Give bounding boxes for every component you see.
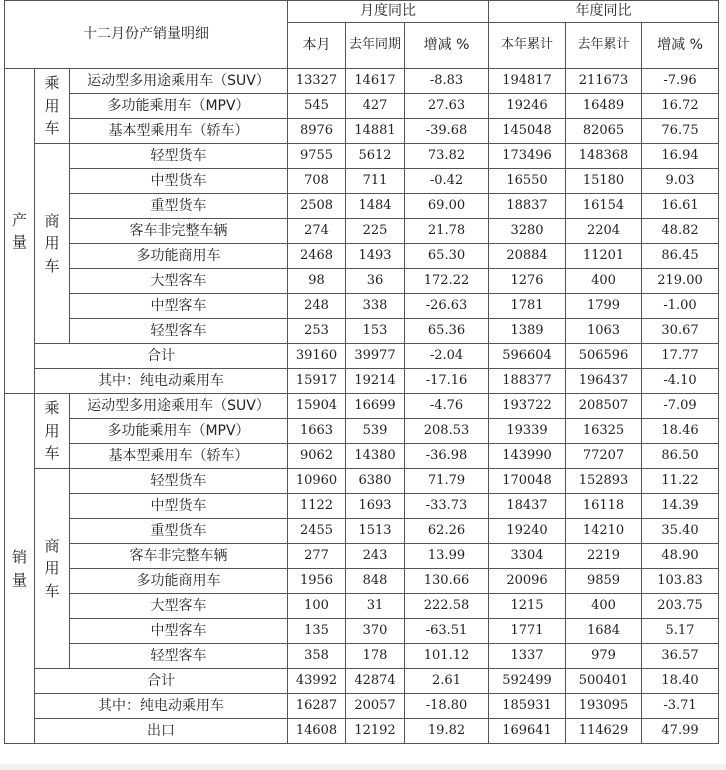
this-month-cell: 98 [288, 269, 346, 294]
yearly-change-cell: 35.40 [642, 519, 719, 544]
row-label: 出口 [35, 719, 288, 744]
last-year-total-cell: 196437 [566, 369, 642, 394]
row-label: 其中：纯电动乘用车 [35, 369, 288, 394]
yearly-change-cell: 18.40 [642, 669, 719, 694]
this-year-total-cell: 3304 [489, 544, 566, 569]
table-row [5, 319, 719, 344]
monthly-change-cell: -33.73 [405, 494, 489, 519]
this-year-total-cell: 1771 [489, 619, 566, 644]
this-year-total-cell: 1215 [489, 594, 566, 619]
last-year-total-cell: 148368 [566, 144, 642, 169]
this-year-total-cell: 188377 [489, 369, 566, 394]
last-year-same-period-cell: 243 [346, 544, 405, 569]
yearly-change-cell: 47.99 [642, 719, 719, 744]
table-row [5, 519, 719, 544]
last-year-total-cell: 114629 [566, 719, 642, 744]
monthly-change-cell: 222.58 [405, 594, 489, 619]
table-title-cell: 十二月份产销量明细 [5, 1, 288, 69]
monthly-change-cell: 62.26 [405, 519, 489, 544]
this-month-cell: 39160 [288, 344, 346, 369]
last-year-same-period-cell: 370 [346, 619, 405, 644]
monthly-change-cell: 19.82 [405, 719, 489, 744]
last-year-same-period-cell: 338 [346, 294, 405, 319]
monthly-change-cell: 13.99 [405, 544, 489, 569]
this-year-total-cell: 592499 [489, 669, 566, 694]
row-label: 大型客车 [70, 269, 288, 294]
this-year-total-cell: 194817 [489, 69, 566, 94]
last-year-total-cell: 2204 [566, 219, 642, 244]
row-label: 合计 [35, 344, 288, 369]
last-year-same-period-cell: 1484 [346, 194, 405, 219]
last-year-same-period-cell: 711 [346, 169, 405, 194]
row-label: 轻型货车 [70, 144, 288, 169]
this-year-total-cell: 3280 [489, 219, 566, 244]
this-year-total-cell: 145048 [489, 119, 566, 144]
this-year-total-cell: 170048 [489, 469, 566, 494]
last-year-total-cell: 152893 [566, 469, 642, 494]
last-year-same-period-cell: 12192 [346, 719, 405, 744]
yearly-change-cell: 11.22 [642, 469, 719, 494]
table-row [5, 119, 719, 144]
table-row [5, 344, 719, 369]
table-row [5, 694, 719, 719]
yearly-change-cell: -7.09 [642, 394, 719, 419]
production-sales-table [4, 0, 719, 744]
this-year-total-cell: 1781 [489, 294, 566, 319]
this-month-cell: 358 [288, 644, 346, 669]
last-year-same-period-cell: 1513 [346, 519, 405, 544]
this-month-cell: 2455 [288, 519, 346, 544]
row-label: 轻型客车 [70, 319, 288, 344]
last-year-total-cell: 16118 [566, 494, 642, 519]
table-row [5, 669, 719, 694]
monthly-change-cell: -39.68 [405, 119, 489, 144]
last-year-total-cell: 400 [566, 269, 642, 294]
last-year-total-cell: 77207 [566, 444, 642, 469]
monthly-change-cell: 27.63 [405, 94, 489, 119]
monthly-change-cell: 208.53 [405, 419, 489, 444]
last-year-same-period-cell: 39977 [346, 344, 405, 369]
this-month-cell: 1122 [288, 494, 346, 519]
monthly-change-cell: 65.36 [405, 319, 489, 344]
row-label: 客车非完整车辆 [70, 544, 288, 569]
this-year-total-cell: 193722 [489, 394, 566, 419]
this-year-total-cell: 19339 [489, 419, 566, 444]
yearly-change-cell: -7.96 [642, 69, 719, 94]
last-year-total-cell: 1799 [566, 294, 642, 319]
yearly-change-cell: 86.45 [642, 244, 719, 269]
last-year-same-period-cell: 31 [346, 594, 405, 619]
this-year-total-cell: 18437 [489, 494, 566, 519]
last-year-same-period-cell: 42874 [346, 669, 405, 694]
row-label: 运动型多用途乘用车（SUV） [70, 394, 288, 419]
this-year-total-cell: 185931 [489, 694, 566, 719]
last-year-same-period-cell: 848 [346, 569, 405, 594]
production-section-label: 产 量 [5, 69, 35, 394]
table-row [5, 219, 719, 244]
table-row [5, 619, 719, 644]
this-month-cell: 43992 [288, 669, 346, 694]
monthly-change-cell: -2.04 [405, 344, 489, 369]
last-year-total-cell: 400 [566, 594, 642, 619]
table-row [5, 69, 719, 94]
this-month-cell: 100 [288, 594, 346, 619]
row-label: 轻型客车 [70, 644, 288, 669]
last-year-total-cell: 16489 [566, 94, 642, 119]
yearly-change-header: 增减 % [642, 23, 719, 69]
monthly-change-cell: -18.80 [405, 694, 489, 719]
yearly-change-cell: 9.03 [642, 169, 719, 194]
table-row [5, 269, 719, 294]
monthly-change-cell: -0.42 [405, 169, 489, 194]
row-label: 中型货车 [70, 169, 288, 194]
table-row [5, 419, 719, 444]
this-year-total-cell: 18837 [489, 194, 566, 219]
this-year-total-cell: 596604 [489, 344, 566, 369]
table-row [5, 644, 719, 669]
this-year-total-cell: 16550 [489, 169, 566, 194]
row-label: 运动型多用途乘用车（SUV） [70, 69, 288, 94]
this-month-cell: 248 [288, 294, 346, 319]
monthly-change-cell: -26.63 [405, 294, 489, 319]
row-label: 多功能乘用车（MPV） [70, 94, 288, 119]
this-year-total-cell: 1276 [489, 269, 566, 294]
this-month-cell: 16287 [288, 694, 346, 719]
row-label: 重型货车 [70, 194, 288, 219]
table-body [5, 1, 719, 744]
this-year-total-cell: 19246 [489, 94, 566, 119]
row-label: 合计 [35, 669, 288, 694]
monthly-change-cell: 69.00 [405, 194, 489, 219]
monthly-change-cell: 71.79 [405, 469, 489, 494]
this-month-cell: 2508 [288, 194, 346, 219]
table-row [5, 94, 719, 119]
last-year-total-cell: 82065 [566, 119, 642, 144]
last-year-total-header: 去年累计 [566, 23, 642, 69]
monthly-change-cell: -8.83 [405, 69, 489, 94]
row-label: 基本型乘用车（轿车） [70, 119, 288, 144]
last-year-total-cell: 211673 [566, 69, 642, 94]
this-month-header: 本月 [288, 23, 346, 69]
yearly-change-cell: 48.82 [642, 219, 719, 244]
last-year-same-period-cell: 14881 [346, 119, 405, 144]
last-year-same-period-cell: 178 [346, 644, 405, 669]
last-year-total-cell: 979 [566, 644, 642, 669]
page-bottom-edge [0, 764, 726, 770]
header-row-1 [5, 1, 719, 23]
yearly-change-cell: 36.57 [642, 644, 719, 669]
yearly-change-cell: 16.94 [642, 144, 719, 169]
last-year-same-period-cell: 153 [346, 319, 405, 344]
this-month-cell: 9755 [288, 144, 346, 169]
last-year-total-cell: 1063 [566, 319, 642, 344]
monthly-change-cell: -17.16 [405, 369, 489, 394]
sales-passenger-label: 乘 用 车 [35, 394, 70, 469]
row-label: 轻型货车 [70, 469, 288, 494]
last-year-same-period-cell: 6380 [346, 469, 405, 494]
table-row [5, 394, 719, 419]
yearly-change-cell: 5.17 [642, 619, 719, 644]
this-year-total-cell: 143990 [489, 444, 566, 469]
last-year-total-cell: 500401 [566, 669, 642, 694]
this-month-cell: 14608 [288, 719, 346, 744]
this-year-total-cell: 1389 [489, 319, 566, 344]
table-row [5, 194, 719, 219]
table-row [5, 719, 719, 744]
table-row [5, 144, 719, 169]
sales-section-label: 销 量 [5, 394, 35, 744]
yearly-change-cell: 86.50 [642, 444, 719, 469]
monthly-change-cell: -36.98 [405, 444, 489, 469]
yearly-change-cell: 203.75 [642, 594, 719, 619]
this-month-cell: 708 [288, 169, 346, 194]
table-row [5, 569, 719, 594]
this-month-cell: 15904 [288, 394, 346, 419]
last-year-same-period-cell: 5612 [346, 144, 405, 169]
yearly-change-cell: 16.61 [642, 194, 719, 219]
table-row [5, 369, 719, 394]
row-label: 多功能商用车 [70, 569, 288, 594]
this-month-cell: 1956 [288, 569, 346, 594]
table-row [5, 444, 719, 469]
this-year-total-cell: 20884 [489, 244, 566, 269]
row-label: 其中：纯电动乘用车 [35, 694, 288, 719]
row-label: 客车非完整车辆 [70, 219, 288, 244]
row-label: 多功能乘用车（MPV） [70, 419, 288, 444]
last-year-total-cell: 208507 [566, 394, 642, 419]
last-year-same-period-cell: 16699 [346, 394, 405, 419]
table-row [5, 494, 719, 519]
row-label: 中型客车 [70, 619, 288, 644]
this-month-cell: 274 [288, 219, 346, 244]
this-year-total-cell: 20096 [489, 569, 566, 594]
production-passenger-label: 乘 用 车 [35, 69, 70, 144]
last-year-total-cell: 16325 [566, 419, 642, 444]
this-month-cell: 2468 [288, 244, 346, 269]
last-year-same-period-cell: 225 [346, 219, 405, 244]
last-year-same-period-cell: 20057 [346, 694, 405, 719]
last-year-total-cell: 193095 [566, 694, 642, 719]
yearly-change-cell: 30.67 [642, 319, 719, 344]
monthly-change-cell: 172.22 [405, 269, 489, 294]
last-year-total-cell: 14210 [566, 519, 642, 544]
yearly-change-cell: -3.71 [642, 694, 719, 719]
last-year-same-period-header: 去年同期 [346, 23, 405, 69]
production-commercial-label: 商 用 车 [35, 144, 70, 344]
row-label: 基本型乘用车（轿车） [70, 444, 288, 469]
row-label: 大型客车 [70, 594, 288, 619]
yearly-change-cell: 48.90 [642, 544, 719, 569]
yearly-change-cell: 76.75 [642, 119, 719, 144]
last-year-total-cell: 9859 [566, 569, 642, 594]
row-label: 重型货车 [70, 519, 288, 544]
this-month-cell: 8976 [288, 119, 346, 144]
row-label: 中型客车 [70, 294, 288, 319]
yearly-change-cell: -1.00 [642, 294, 719, 319]
row-label: 多功能商用车 [70, 244, 288, 269]
this-year-total-cell: 19240 [489, 519, 566, 544]
last-year-same-period-cell: 14617 [346, 69, 405, 94]
monthly-change-cell: 73.82 [405, 144, 489, 169]
yearly-change-cell: 103.83 [642, 569, 719, 594]
last-year-total-cell: 1684 [566, 619, 642, 644]
monthly-change-cell: 21.78 [405, 219, 489, 244]
this-year-total-header: 本年累计 [489, 23, 566, 69]
monthly-comparison-header: 月度同比 [288, 1, 489, 23]
this-year-total-cell: 1337 [489, 644, 566, 669]
this-month-cell: 253 [288, 319, 346, 344]
last-year-same-period-cell: 19214 [346, 369, 405, 394]
monthly-change-cell: 2.61 [405, 669, 489, 694]
last-year-total-cell: 2219 [566, 544, 642, 569]
sales-commercial-label: 商 用 车 [35, 469, 70, 669]
yearly-change-cell: 18.46 [642, 419, 719, 444]
yearly-change-cell: 219.00 [642, 269, 719, 294]
this-year-total-cell: 169641 [489, 719, 566, 744]
this-month-cell: 15917 [288, 369, 346, 394]
last-year-same-period-cell: 427 [346, 94, 405, 119]
last-year-same-period-cell: 14380 [346, 444, 405, 469]
this-month-cell: 277 [288, 544, 346, 569]
this-year-total-cell: 173496 [489, 144, 566, 169]
this-month-cell: 10960 [288, 469, 346, 494]
table-row [5, 469, 719, 494]
monthly-change-cell: -4.76 [405, 394, 489, 419]
this-month-cell: 9062 [288, 444, 346, 469]
last-year-total-cell: 16154 [566, 194, 642, 219]
last-year-total-cell: 506596 [566, 344, 642, 369]
table-row [5, 294, 719, 319]
table-row [5, 594, 719, 619]
table-row [5, 169, 719, 194]
yearly-change-cell: 17.77 [642, 344, 719, 369]
yearly-change-cell: -4.10 [642, 369, 719, 394]
last-year-same-period-cell: 1493 [346, 244, 405, 269]
monthly-change-cell: 130.66 [405, 569, 489, 594]
monthly-change-header: 增减 % [405, 23, 489, 69]
monthly-change-cell: -63.51 [405, 619, 489, 644]
this-month-cell: 545 [288, 94, 346, 119]
yearly-change-cell: 16.72 [642, 94, 719, 119]
monthly-change-cell: 65.30 [405, 244, 489, 269]
this-month-cell: 1663 [288, 419, 346, 444]
this-month-cell: 135 [288, 619, 346, 644]
this-month-cell: 13327 [288, 69, 346, 94]
last-year-same-period-cell: 36 [346, 269, 405, 294]
last-year-total-cell: 11201 [566, 244, 642, 269]
monthly-change-cell: 101.12 [405, 644, 489, 669]
row-label: 中型货车 [70, 494, 288, 519]
yearly-change-cell: 14.39 [642, 494, 719, 519]
last-year-total-cell: 15180 [566, 169, 642, 194]
last-year-same-period-cell: 539 [346, 419, 405, 444]
table-row [5, 544, 719, 569]
last-year-same-period-cell: 1693 [346, 494, 405, 519]
yearly-comparison-header: 年度同比 [489, 1, 719, 23]
table-row [5, 244, 719, 269]
